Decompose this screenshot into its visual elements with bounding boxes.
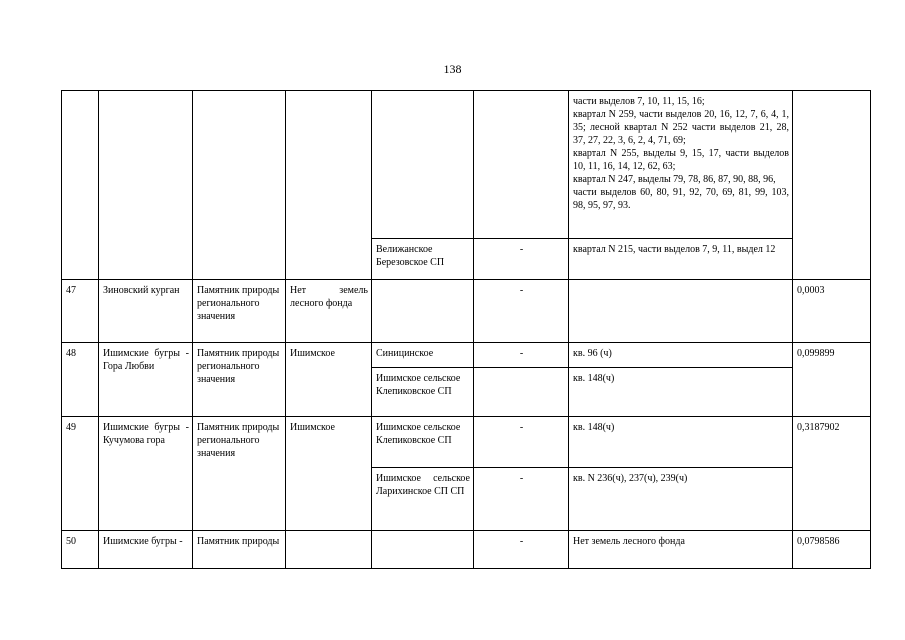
forestry-cell bbox=[474, 91, 569, 239]
protected-areas-table bbox=[61, 90, 871, 569]
settlement-cell: Синицинское bbox=[372, 343, 474, 368]
row-number-cell bbox=[62, 91, 99, 280]
area-cell: 0,0798586 bbox=[793, 531, 871, 569]
forestry-cell: - bbox=[474, 239, 569, 280]
settlement-cell: Ишимское сельское Клепиковское СП bbox=[372, 368, 474, 417]
settlement-cell: Ишимское сельское Ларихинское СП СП bbox=[372, 468, 474, 531]
settlement-cell: Велижанское Березовское СП bbox=[372, 239, 474, 280]
row-number-cell: 49 bbox=[62, 417, 99, 531]
object-name-cell: Ишимские бугры - bbox=[99, 531, 193, 569]
category-cell: Памятник природы bbox=[193, 531, 286, 569]
category-cell bbox=[193, 91, 286, 280]
row-number-cell: 47 bbox=[62, 280, 99, 343]
forestry-cell: - bbox=[474, 468, 569, 531]
object-name-cell: Ишимские бугры - Кучумова гора bbox=[99, 417, 193, 531]
forestry-cell: - bbox=[474, 280, 569, 343]
forestry-cell: - bbox=[474, 343, 569, 368]
quarters-line: квартал N 255, выделы 9, 15, 17, части выделов 10, 11, 16, 14, 12, 62, 63; bbox=[573, 148, 789, 172]
forestry-cell bbox=[474, 368, 569, 417]
row-number-cell: 48 bbox=[62, 343, 99, 417]
table-row bbox=[62, 91, 871, 239]
quarters-cell: кв. 96 (ч) bbox=[569, 343, 793, 368]
quarters-line: части выделов 7, 10, 11, 15, 16; bbox=[573, 96, 705, 107]
quarters-cell: кв. 148(ч) bbox=[569, 417, 793, 468]
quarters-cell bbox=[569, 280, 793, 343]
quarters-cell: кв. N 236(ч), 237(ч), 239(ч) bbox=[569, 468, 793, 531]
object-name-cell: Зиновский курган bbox=[99, 280, 193, 343]
quarters-line: квартал N 247, выделы 79, 78, 86, 87, 90, 88, 96, bbox=[573, 174, 776, 185]
district-cell bbox=[286, 91, 372, 280]
district-cell bbox=[286, 531, 372, 569]
settlement-cell: Ишимское сельское Клепиковское СП bbox=[372, 417, 474, 468]
quarters-cell: кв. 148(ч) bbox=[569, 368, 793, 417]
settlement-cell bbox=[372, 91, 474, 239]
category-cell: Памятник природы регионального значения bbox=[193, 417, 286, 531]
category-cell: Памятник природы регионального значения bbox=[193, 280, 286, 343]
quarters-cell: Нет земель лесного фонда bbox=[569, 531, 793, 569]
object-name-cell: Ишимские бугры - Гора Любви bbox=[99, 343, 193, 417]
object-name-cell bbox=[99, 91, 193, 280]
quarters-cell: квартал N 215, части выделов 7, 9, 11, выдел 12 bbox=[569, 239, 793, 280]
quarters-line: квартал N 259, части выделов 20, 16, 12, 7, 6, 4, 1, 35; лесной квартал N 252 части выделов 21, 28, 37, 27, 22, 3, 6, 2, 4, 71, 69; bbox=[573, 109, 789, 146]
area-cell: 0,099899 bbox=[793, 343, 871, 417]
page-number: 138 bbox=[443, 62, 462, 76]
table-row bbox=[62, 280, 871, 343]
district-cell: Нет земель лесного фонда bbox=[286, 280, 372, 343]
district-cell: Ишимское bbox=[286, 343, 372, 417]
settlement-cell bbox=[372, 280, 474, 343]
district-cell: Ишимское bbox=[286, 417, 372, 531]
category-cell: Памятник природы регионального значения bbox=[193, 343, 286, 417]
settlement-cell bbox=[372, 531, 474, 569]
forestry-cell: - bbox=[474, 417, 569, 468]
quarters-cell bbox=[569, 91, 793, 239]
area-cell: 0,0003 bbox=[793, 280, 871, 343]
table-row bbox=[62, 417, 871, 468]
row-number-cell: 50 bbox=[62, 531, 99, 569]
quarters-line: части выделов 60, 80, 91, 92, 70, 69, 81, 99, 103, 98, 95, 97, 93. bbox=[573, 187, 789, 211]
forestry-cell: - bbox=[474, 531, 569, 569]
area-cell bbox=[793, 91, 871, 280]
table-row bbox=[62, 531, 871, 569]
table-row bbox=[62, 343, 871, 368]
area-cell: 0,3187902 bbox=[793, 417, 871, 531]
